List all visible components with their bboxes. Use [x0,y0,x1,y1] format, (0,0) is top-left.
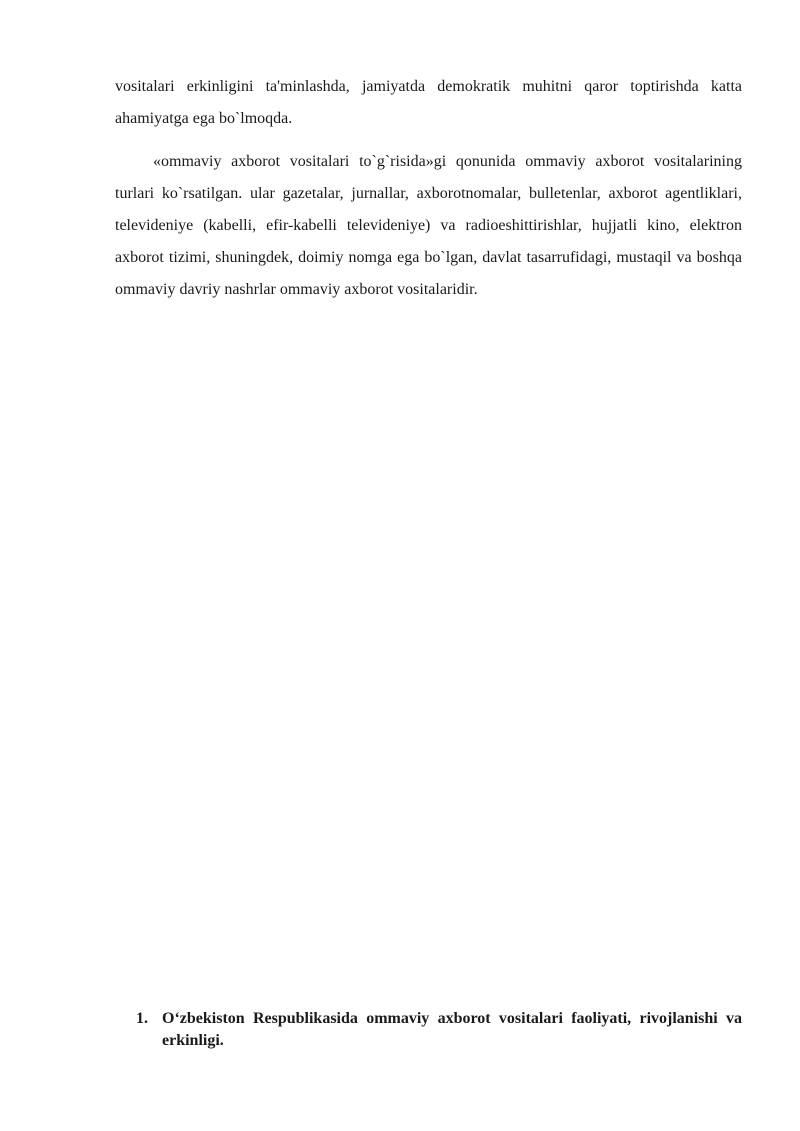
section-heading-number: 1. [136,1010,148,1027]
section-heading-text: O‘zbekiston Respublikasida ommaviy axborot vositalari faoliyati, rivojlanishi va erkinligi. [162,1010,742,1049]
paragraph-continuation: vositalari erkinligini ta'minlashda, jamiyatda demokratik muhitni qaror toptirishda katta ahamiyatga ega bo`lmoqda. [115,78,742,127]
section-heading [136,1008,742,1052]
paragraph-media-law: «ommaviy axborot vositalari to`g`risida»gi qonunida ommaviy axborot vositalarining turlari ko`rsatilgan. ular gazetalar, jurnallar, axborotnomalar, bulletenlar, axborot agentliklari, televideniye (kabelli, efir-kabelli televideniye) va radioeshittirishlar, hujjatli kino, elektron axborot tizimi, shuningdek, doimiy nomga ega bo`lgan, davlat tasarrufidagi, mustaqil va boshqa ommaviy davriy nashrlar ommaviy axborot vositalaridir. [115,153,742,298]
